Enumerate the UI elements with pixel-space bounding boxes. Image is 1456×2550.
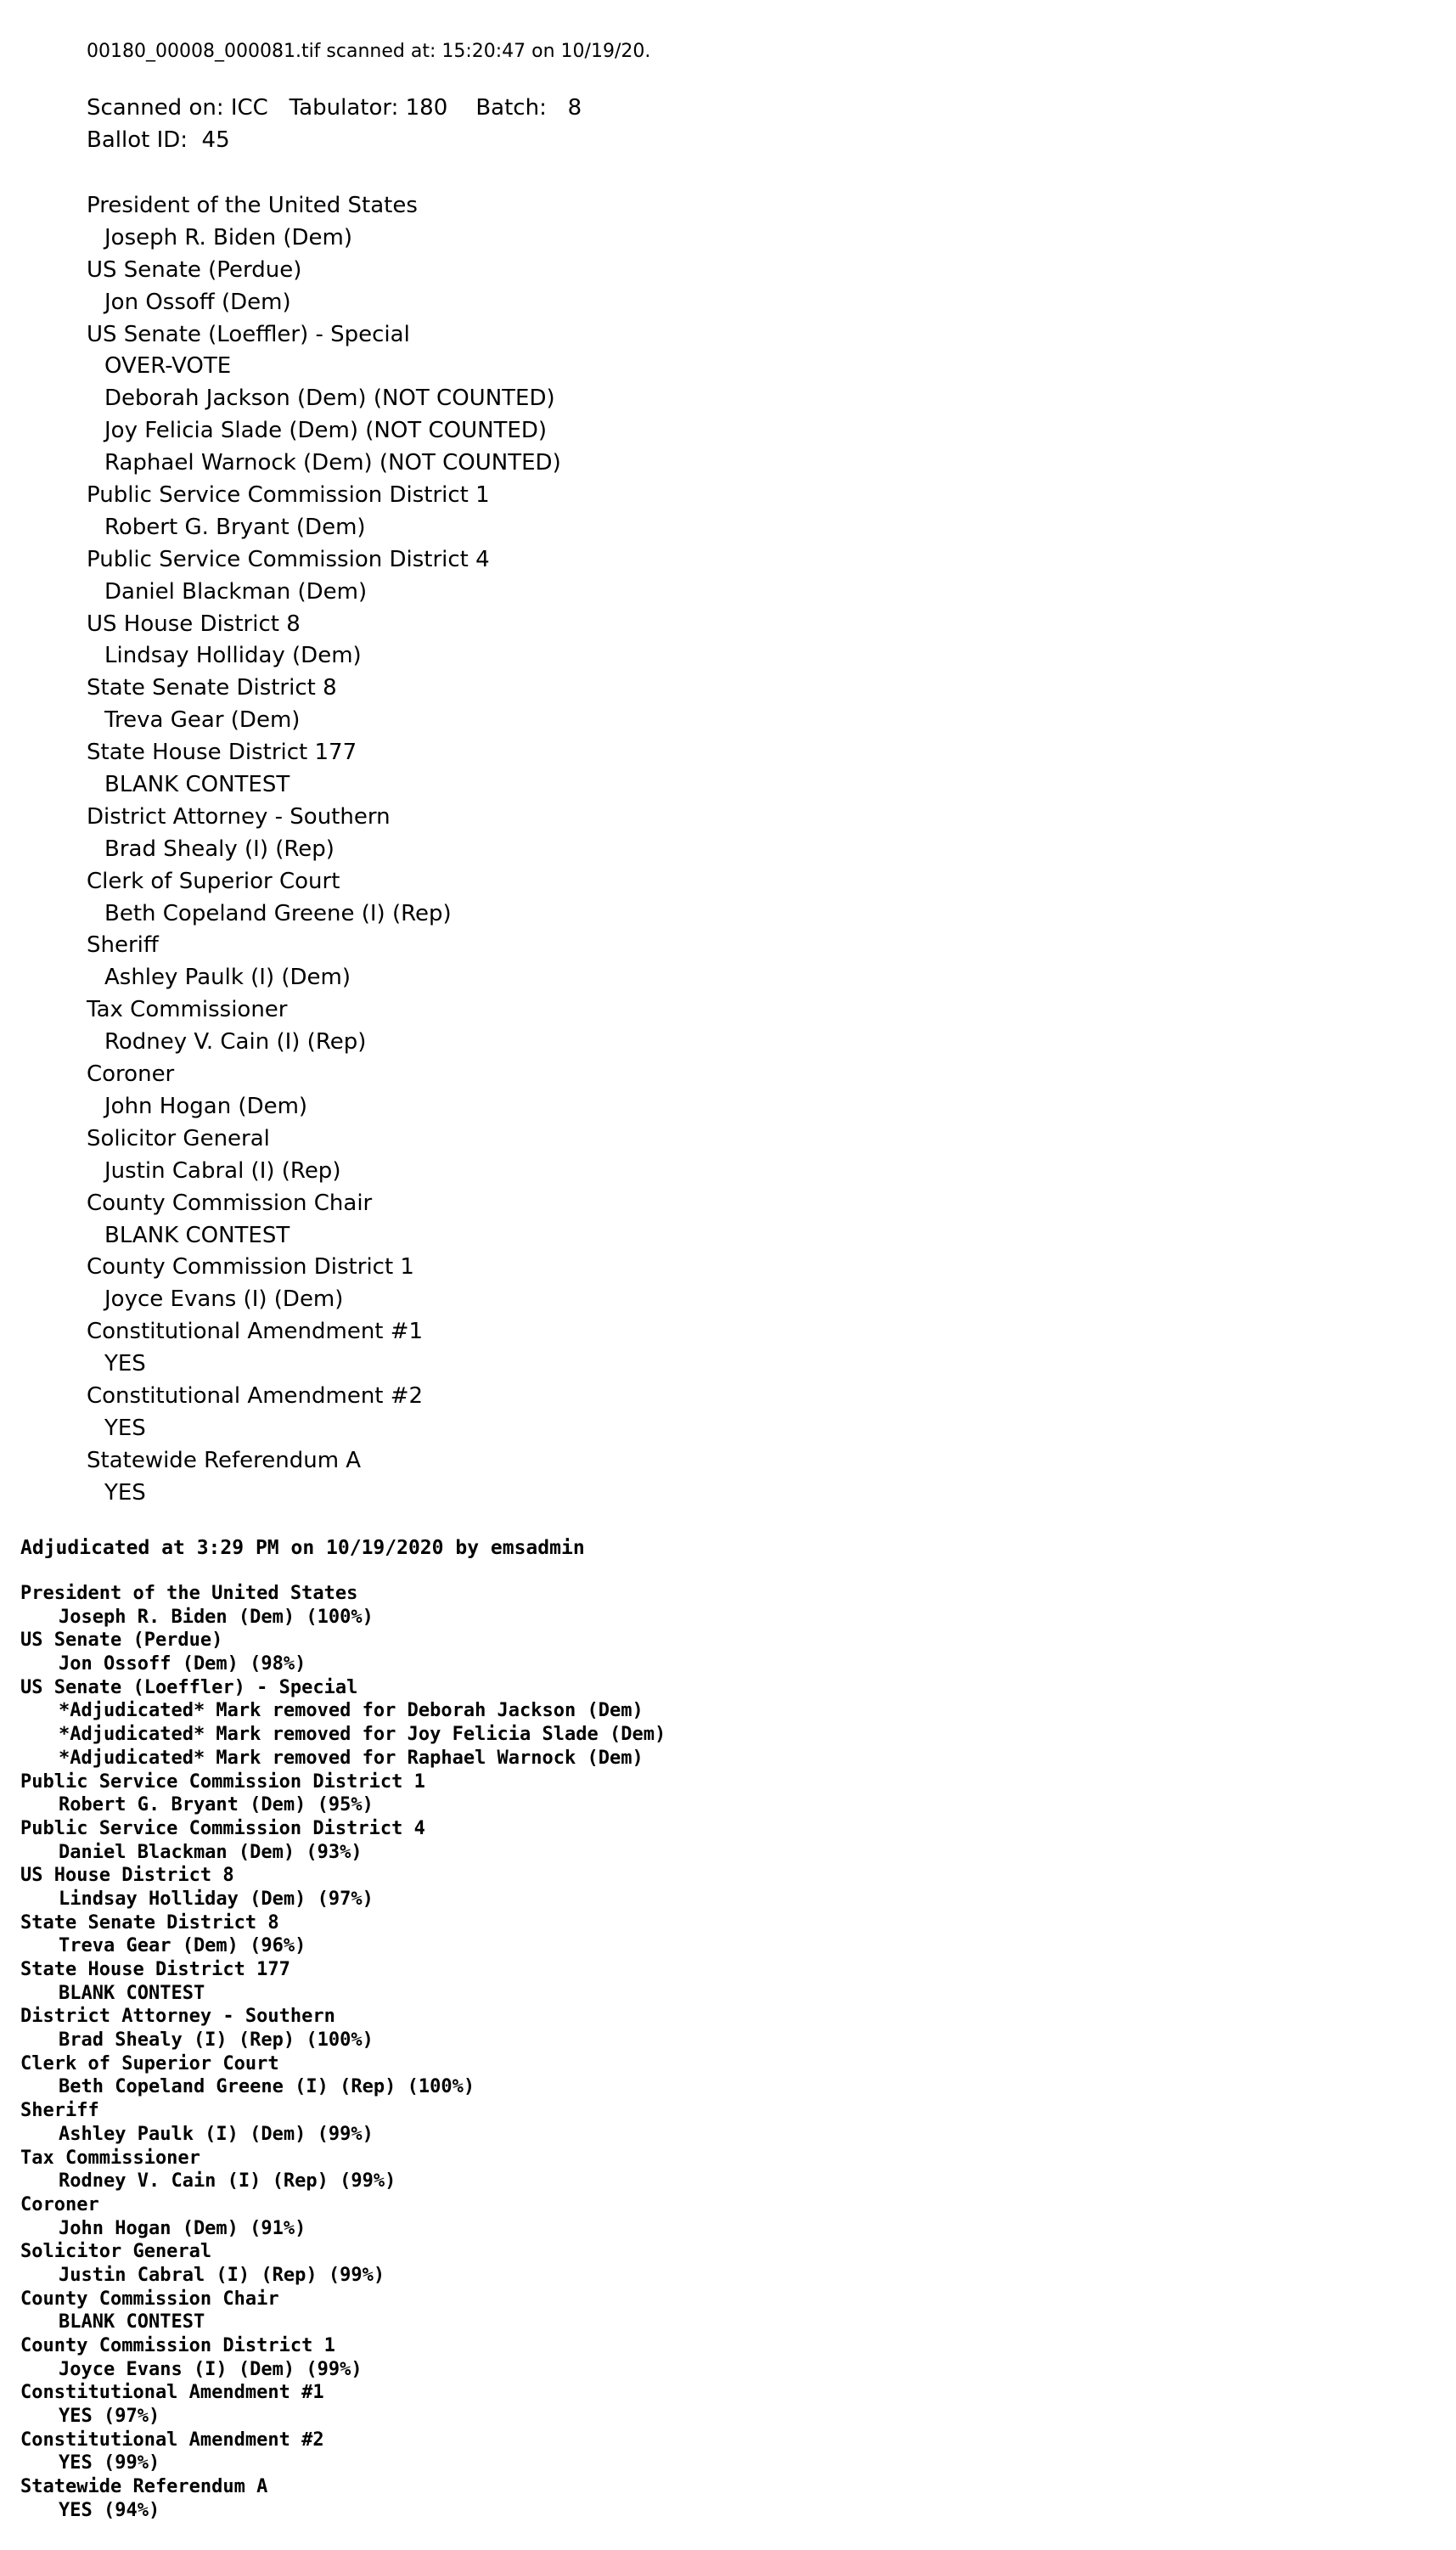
contest-title: County Commission District 1	[20, 2335, 335, 2356]
contest-selection: Robert G. Bryant (Dem) (95%)	[59, 1794, 374, 1816]
contest-title: Statewide Referendum A	[87, 1447, 362, 1473]
contest-selection: Jon Ossoff (Dem) (98%)	[59, 1653, 306, 1675]
contest-selection: John Hogan (Dem)	[104, 1093, 308, 1119]
contest-selection: Deborah Jackson (Dem) (NOT COUNTED)	[104, 386, 555, 412]
contest-selection: YES (94%)	[59, 2499, 160, 2521]
contest-selection: Beth Copeland Greene (I) (Rep) (100%)	[59, 2076, 475, 2098]
contest-selection: *Adjudicated* Mark removed for Joy Felicia Slade (Dem)	[59, 1724, 666, 1746]
contest-title: US Senate (Perdue)	[20, 1630, 223, 1652]
contest-selection: *Adjudicated* Mark removed for Raphael Warnock (Dem)	[59, 1747, 644, 1769]
adjudication-contest-list	[20, 1582, 666, 2523]
contest-title: State Senate District 8	[20, 1911, 279, 1934]
contest-selection: YES	[104, 1415, 146, 1441]
contest-title: Coroner	[20, 2193, 99, 2215]
contest-selection: YES	[104, 1479, 146, 1506]
contest-selection: OVER-VOTE	[104, 353, 232, 380]
contest-selection: Joyce Evans (I) (Dem) (99%)	[59, 2358, 363, 2380]
contest-title: Constitutional Amendment #2	[20, 2429, 324, 2451]
contest-title: Constitutional Amendment #1	[20, 2382, 324, 2404]
contest-selection: John Hogan (Dem) (91%)	[59, 2217, 306, 2239]
contest-title: US House District 8	[87, 611, 301, 637]
contest-title: Public Service Commission District 4	[87, 546, 490, 572]
contest-title: County Commission Chair	[87, 1190, 373, 1216]
contest-selection: Brad Shealy (I) (Rep)	[104, 836, 334, 862]
contest-title: District Attorney - Southern	[87, 803, 391, 830]
contest-title: US Senate (Loeffler) - Special	[87, 321, 410, 347]
ballot-id-line: Ballot ID: 45	[87, 127, 230, 153]
contest-title: District Attorney - Southern	[20, 2006, 335, 2028]
contest-title: US Senate (Loeffler) - Special	[20, 1676, 358, 1698]
contest-selection: Joseph R. Biden (Dem)	[104, 224, 352, 250]
contest-selection: Joseph R. Biden (Dem) (100%)	[59, 1606, 374, 1628]
contest-selection: Justin Cabral (I) (Rep) (99%)	[59, 2264, 385, 2286]
contest-selection: YES (99%)	[59, 2452, 160, 2474]
contest-title: Statewide Referendum A	[20, 2476, 268, 2498]
contest-title: Public Service Commission District 4	[20, 1817, 425, 1839]
contest-title: County Commission District 1	[87, 1254, 414, 1281]
contest-selection: Brad Shealy (I) (Rep) (100%)	[59, 2029, 374, 2052]
contest-selection: BLANK CONTEST	[104, 772, 290, 798]
contest-title: Sheriff	[20, 2100, 99, 2122]
contest-selection: Beth Copeland Greene (I) (Rep)	[104, 900, 452, 926]
contest-selection: Ashley Paulk (I) (Dem)	[104, 965, 351, 991]
scanned-on-line: Scanned on: ICC Tabulator: 180 Batch: 8	[87, 95, 582, 121]
adjudication-header: Adjudicated at 3:29 PM on 10/19/2020 by emsadmin	[20, 1537, 585, 1559]
contest-title: US House District 8	[20, 1865, 234, 1887]
contest-title: Public Service Commission District 1	[20, 1770, 425, 1793]
contest-title: President of the United States	[87, 193, 418, 218]
contest-title: Clerk of Superior Court	[20, 2052, 279, 2074]
contest-title: Coroner	[87, 1061, 175, 1088]
contest-selection: Jon Ossoff (Dem)	[104, 289, 291, 315]
contest-selection: Treva Gear (Dem)	[104, 707, 301, 734]
contest-title: President of the United States	[20, 1583, 358, 1604]
contest-title: Solicitor General	[87, 1125, 270, 1151]
contest-selection: Treva Gear (Dem) (96%)	[59, 1935, 306, 1957]
contest-selection: Ashley Paulk (I) (Dem) (99%)	[59, 2123, 374, 2145]
contest-title: Tax Commissioner	[20, 2147, 200, 2169]
contest-title: Constitutional Amendment #2	[87, 1382, 424, 1409]
contest-title: Solicitor General	[20, 2241, 212, 2263]
contest-selection: Raphael Warnock (Dem) (NOT COUNTED)	[104, 450, 561, 476]
contest-selection: Lindsay Holliday (Dem)	[104, 643, 362, 669]
contest-selection: Lindsay Holliday (Dem) (97%)	[59, 1888, 374, 1910]
contest-selection: Rodney V. Cain (I) (Rep)	[104, 1029, 367, 1055]
contest-selection: YES (97%)	[59, 2406, 160, 2428]
contest-title: US Senate (Perdue)	[87, 256, 302, 283]
contest-selection: BLANK CONTEST	[104, 1222, 290, 1248]
contest-selection: BLANK CONTEST	[59, 1982, 205, 2004]
contest-selection: Joyce Evans (I) (Dem)	[104, 1286, 344, 1313]
contest-title: State House District 177	[87, 740, 357, 766]
contest-selection: BLANK CONTEST	[59, 2311, 205, 2333]
contest-selection: Daniel Blackman (Dem) (93%)	[59, 1841, 363, 1863]
contest-title: State House District 177	[20, 1959, 290, 1980]
contest-title: Public Service Commission District 1	[87, 482, 490, 509]
contest-title: Clerk of Superior Court	[87, 868, 340, 894]
contest-title: State Senate District 8	[87, 675, 337, 701]
contest-selection: Joy Felicia Slade (Dem) (NOT COUNTED)	[104, 418, 548, 444]
contest-selection: Rodney V. Cain (I) (Rep) (99%)	[59, 2170, 396, 2193]
contest-selection: *Adjudicated* Mark removed for Deborah Jackson (Dem)	[59, 1700, 644, 1722]
contest-title: County Commission Chair	[20, 2288, 279, 2310]
scan-contest-list	[87, 190, 561, 1510]
contest-selection: Robert G. Bryant (Dem)	[104, 514, 366, 540]
contest-selection: Daniel Blackman (Dem)	[104, 578, 368, 605]
contest-title: Constitutional Amendment #1	[87, 1319, 424, 1345]
contest-title: Tax Commissioner	[87, 997, 288, 1023]
contest-selection: Justin Cabral (I) (Rep)	[104, 1157, 341, 1184]
contest-title: Sheriff	[87, 932, 159, 959]
scan-file-line: 00180_00008_000081.tif scanned at: 15:20:47 on 10/19/20.	[87, 41, 651, 62]
contest-selection: YES	[104, 1351, 146, 1377]
